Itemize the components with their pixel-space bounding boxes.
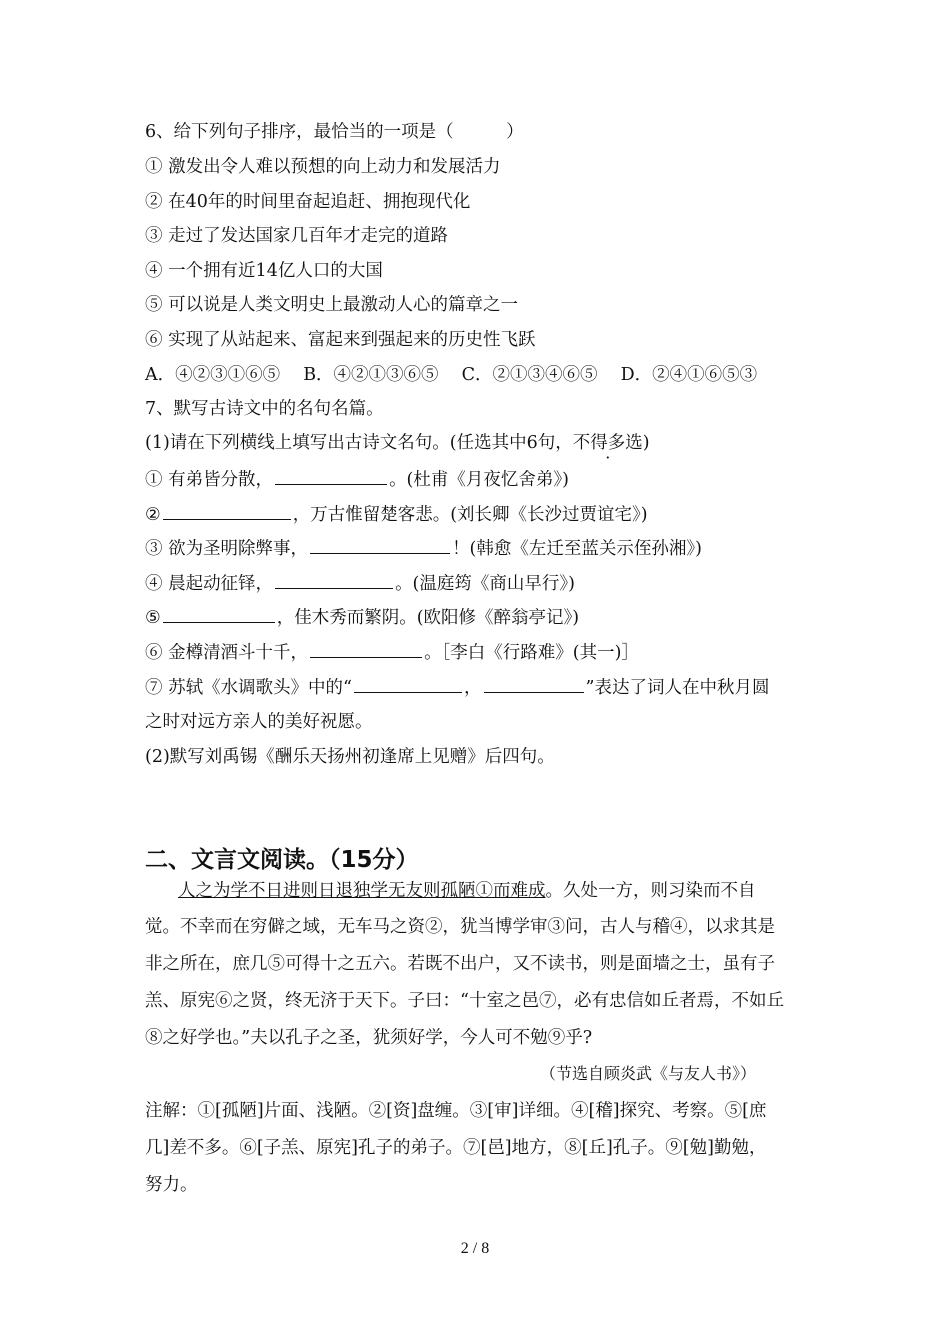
answer-blank[interactable] (275, 572, 393, 589)
q7-part1-emphasis: 不得多选 (572, 433, 643, 453)
notes-line-1: 注解：①[孤陋]片面、浅陋。②[资]盘缠。③[审]详细。④[稽]探究、考察。⑤[庶 (145, 1101, 767, 1121)
answer-blank[interactable] (310, 537, 450, 554)
passage-line-1-rest: 。久处一方，则习染而不自 (545, 881, 756, 901)
passage-underlined-sentence: 人之为学不日进则日退独学无友则孤陋①而难成 (178, 881, 546, 901)
q7-line-7-cont: 之时对远方亲人的美好祝愿。 (145, 712, 373, 732)
passage-line-5: ⑧之好学也。”夫以孔子之圣，犹须好学，今人可不勉⑨乎? (145, 1028, 593, 1048)
q7-line-5-source: ，佳木秀而繁阴。(欧阳修《醉翁亭记》) (276, 608, 580, 628)
q7-part1-prefix: (1)请在下列横线上填写出古诗文名句。(任选其中6句， (145, 433, 573, 453)
answer-blank[interactable] (354, 676, 462, 693)
q7-line-4-text: ④ 晨起动征铎， (145, 574, 274, 594)
q7-line-1 (145, 468, 569, 491)
q7-part2: (2)默写刘禹锡《酬乐天扬州初逢席上见赠》后四句。 (145, 747, 555, 767)
q7-line-6-text: ⑥ 金樽清酒斗十千， (145, 643, 309, 663)
q7-line-6 (145, 641, 639, 664)
q7-line-7-suffix: ”表达了词人在中秋月圆 (585, 678, 770, 698)
page-number: 2 / 8 (460, 1240, 490, 1257)
answer-blank[interactable] (275, 468, 387, 485)
q6-item-1: ① 激发出令人难以预想的向上动力和发展活力 (145, 157, 501, 177)
passage-source: （节选自顾炎武《与友人书》） (540, 1064, 757, 1083)
q7-part1-suffix: ) (642, 433, 650, 453)
q7-line-2 (145, 503, 648, 526)
q7-line-3-source: ！(韩愈《左迁至蓝关示侄孙湘》) (452, 539, 702, 559)
q7-line-7-comma: ， (464, 678, 482, 698)
q7-line-7 (145, 676, 769, 699)
q7-line-5-text: ⑤ (145, 608, 161, 628)
answer-blank[interactable] (310, 641, 422, 658)
q7-line-3-text: ③ 欲为圣明除弊事， (145, 539, 309, 559)
q6-item-4: ④ 一个拥有近14亿人口的大国 (145, 261, 383, 281)
q7-line-1-source: 。(杜甫《月夜忆舍弟》) (389, 470, 569, 490)
q6-options: A．④②③①⑥⑤ B．④②①③⑥⑤ C．②①③④⑥⑤ D．②④①⑥⑤③ (145, 365, 758, 385)
section-heading: 二、文言文阅读。（15分） (145, 847, 419, 873)
q6-title: 6、给下列句子排序，最恰当的一项是（ ） (145, 122, 524, 142)
q6-item-5: ⑤ 可以说是人类文明史上最激动人心的篇章之一 (145, 295, 519, 315)
passage-line-2: 觉。不幸而在穷僻之域，无车马之资②，犹当博学审③问，古人与稽④，以求其是 (145, 917, 775, 937)
notes-line-2: 几]差不多。⑥[子羔、原宪]孔子的弟子。⑦[邑]地方，⑧[丘]孔子。⑨[勉]勤勉， (145, 1138, 767, 1158)
q7-line-2-text: ② (145, 505, 161, 525)
notes-line-3: 努力。 (145, 1175, 198, 1195)
q7-line-7-text: ⑦ 苏轼《水调歌头》中的“ (145, 678, 353, 698)
q7-part1-instruction (145, 432, 650, 454)
q6-item-6: ⑥ 实现了从站起来、富起来到强起来的历史性飞跃 (145, 330, 536, 350)
passage-line-4: 羔、原宪⑥之贤，终无济于天下。子曰：“十室之邑⑦，必有忠信如丘者焉，不如丘 (145, 991, 784, 1011)
q7-line-4 (145, 572, 575, 595)
passage-line-1 (178, 880, 756, 902)
q6-item-2: ② 在40年的时间里奋起追赶、拥抱现代化 (145, 192, 471, 212)
q7-line-4-source: 。(温庭筠《商山早行》) (395, 574, 575, 594)
q7-line-3 (145, 537, 702, 560)
answer-blank[interactable] (163, 503, 291, 520)
q7-line-5 (145, 606, 579, 629)
q6-item-3: ③ 走过了发达国家几百年才走完的道路 (145, 226, 449, 246)
passage-line-3: 非之所在，庶几⑤可得十之五六。若既不出户，又不读书，则是面墙之士，虽有子 (145, 954, 775, 974)
q7-line-2-source: ，万古惟留楚客悲。(刘长卿《长沙过贾谊宅》) (292, 505, 648, 525)
q7-line-1-text: ① 有弟皆分散， (145, 470, 274, 490)
answer-blank[interactable] (163, 606, 275, 623)
q7-title: 7、默写古诗文中的名句名篇。 (145, 399, 384, 419)
answer-blank[interactable] (484, 676, 584, 693)
q7-line-6-source: 。［李白《行路难》(其一)］ (424, 643, 639, 663)
